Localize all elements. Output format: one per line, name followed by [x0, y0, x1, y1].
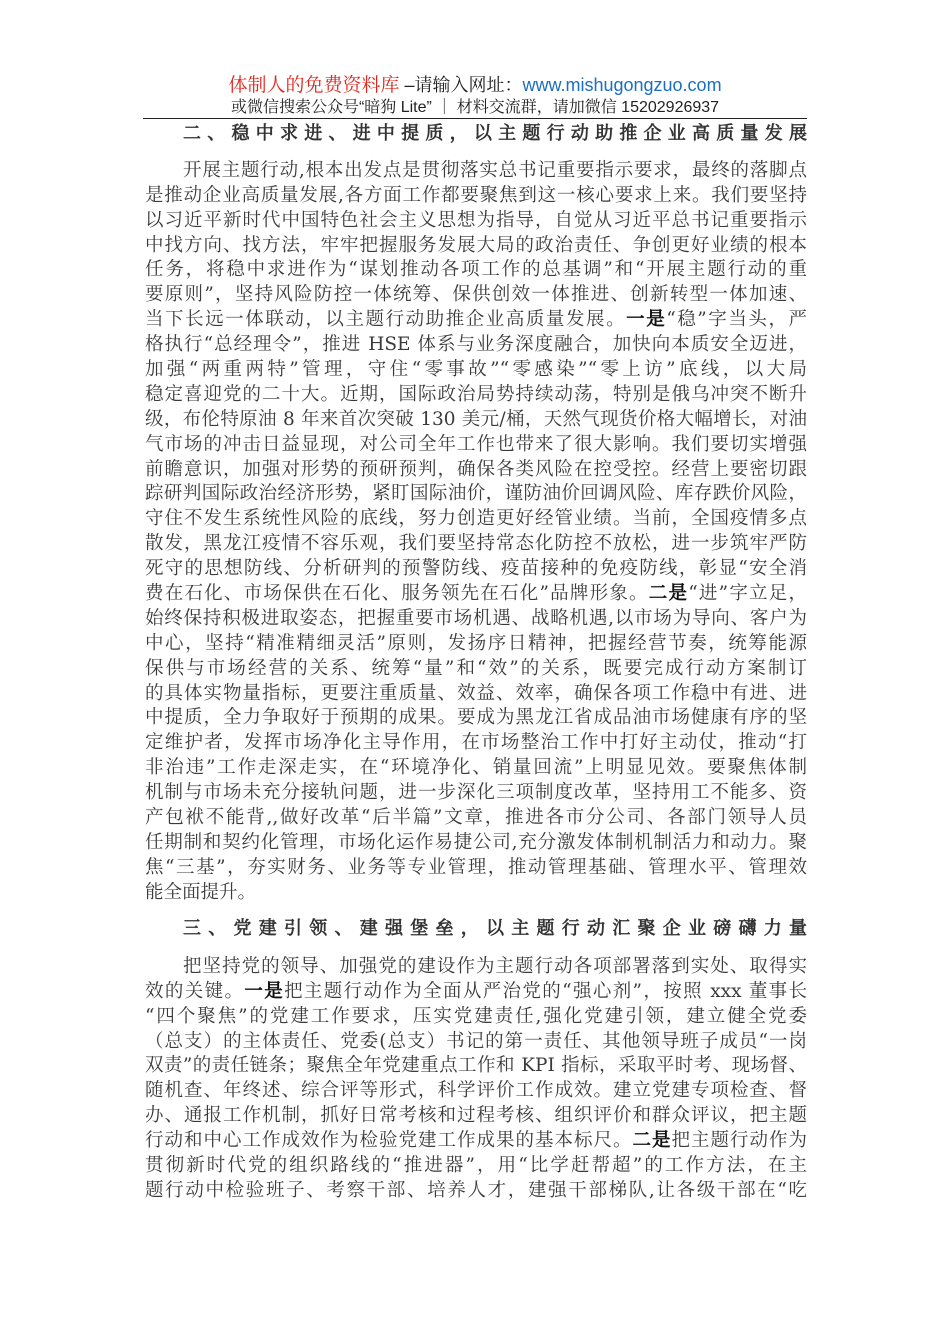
watermark-header-line1 — [0, 70, 950, 97]
text-line: 任务，将稳中求进作为“谋划推动各项工作的总基调”和“开展主题行动的重 — [145, 259, 807, 281]
text-line: 效的关键。一是把主题行动作为全面从严治党的“强心剂”，按照 xxx 董事长 — [145, 980, 807, 1002]
section-3 — [145, 917, 807, 1204]
text-line: 是推动企业高质量发展,各方面工作都要聚焦到这一核心要求上来。我们要坚持 — [145, 184, 807, 206]
text-line: （总支）的主体责任、党委(总支）书记的第一责任、其他领导班子成员“一岗 — [145, 1030, 807, 1052]
text-line: 产包袱不能背,,做好改革“后半篇”文章，推进各市分公司、各部门领导人员 — [145, 807, 807, 829]
section-heading: 三、党建引领、建强堡垒，以主题行动汇聚企业磅礴力量 — [183, 918, 807, 939]
watermark-header-line2: 或微信搜索公众号“暗狗 Lite” ｜ 材料交流群，请加微信 15202926937 — [230, 99, 720, 116]
text-line: 要原则”，坚持风险防控一体统筹、保供创效一体推进、创新转型一体加速、 — [145, 284, 807, 306]
section-heading: 二、稳中求进、进中提质，以主题行动助推企业高质量发展 — [183, 123, 807, 144]
text-line: 中提质，全力争取好于预期的成果。要成为黑龙江省成品油市场健康有序的坚 — [145, 707, 807, 729]
text-line: 踪研判国际政治经济形势，紧盯国际油价，谨防油价回调风险、库存跌价风险， — [145, 483, 807, 505]
text-line: 中找方向、找方法，牢牢把握服务发展大局的政治责任、争创更好业绩的根本 — [145, 234, 807, 256]
text-line: 中心，坚持“精准精细灵活”原则，发扬序日精神，把握经营节奏，统筹能源 — [145, 632, 807, 654]
text-line: 随机查、年终述、综合评等形式，科学评价工作成效。建立党建专项检查、督 — [145, 1080, 807, 1102]
text-line: 格执行“总经理令”，推进 HSE 体系与业务深度融合，加快向本质安全迈进， — [145, 334, 807, 356]
text-line: 以习近平新时代中国特色社会主义思想为指导，自觉从习近平总书记重要指示 — [145, 209, 807, 231]
text-line: 开展主题行动,根本出发点是贯彻落实总书记重要指示要求，最终的落脚点 — [183, 159, 807, 181]
text-line: 加强“两重两特”管理，守住“零事故”“零感染”“零上访”底线，以大局 — [145, 359, 807, 381]
text-line: 当下长远一体联动，以主题行动助推企业高质量发展。一是“稳”字当头，严 — [145, 309, 807, 331]
emphasis-marker: 一是 — [244, 980, 285, 1002]
url-prompt: –请输入网址： — [399, 75, 523, 95]
text-line: 始终保持积极进取姿态，把握重要市场机遇、战略机遇,以市场为导向、客户为 — [145, 607, 807, 629]
text-line: 任期制和契约化管理，市场化运作易捷公司,充分激发体制机制活力和动力。聚 — [145, 831, 807, 853]
text-line: 行动和中心工作成效作为检验党建工作成果的基本标尺。二是把主题行动作为 — [145, 1130, 807, 1152]
text-line: 前瞻意识，加强对形势的预研预判，确保各类风险在控受控。经营上要密切跟 — [145, 458, 807, 480]
text-line: 把坚持党的领导、加强党的建设作为主题行动各项部署落到实处、取得实 — [183, 955, 807, 977]
text-line: 机制与市场未充分接轨问题，进一步深化三项制度改革，坚持用工不能多、资 — [145, 782, 807, 804]
site-url-link[interactable]: www.mishugongzuo.com — [522, 75, 722, 95]
text-line: 的具体实物量指标，更要注重质量、效益、效率，确保各项工作稳中有进、进 — [145, 682, 807, 704]
text-line: 费在石化、市场保供在石化、服务领先在石化”品牌形象。二是“进”字立足， — [145, 583, 807, 605]
text-line: 双责”的责任链条；聚焦全年党建重点工作和 KPI 指标，采取平时考、现场督、 — [145, 1055, 807, 1077]
text-line: 定维护者，发挥市场净化主导作用，在市场整治工作中打好主动仗，推动“打 — [145, 732, 807, 754]
text-line: 级，布伦特原油 8 年来首次突破 130 美元/桶，天然气现货价格大幅增长，对油 — [145, 408, 807, 430]
text-line: 气市场的冲击日益显现，对公司全年工作也带来了很大影响。我们要切实增强 — [145, 433, 807, 455]
text-line: 稳定喜迎党的二十大。近期，国际政治局势持续动荡，特别是俄乌冲突不断升 — [145, 383, 807, 405]
text-line: 题行动中检验班子、考察干部、培养人才，建强干部梯队,让各级干部在“吃 — [145, 1179, 807, 1201]
text-line: “四个聚焦”的党建工作要求，压实党建责任,强化党建引领，建立健全党委 — [145, 1005, 807, 1027]
header-divider — [143, 118, 807, 119]
text-line: 能全面提升。 — [145, 881, 257, 903]
text-line: 死守的思想防线、分析研判的预警防线、疫苗接种的免疫防线，彰显“安全消 — [145, 558, 807, 580]
text-line: 守住不发生系统性风险的底线，努力创造更好经管业绩。当前，全国疫情多点 — [145, 508, 807, 530]
text-line: 保供与市场经营的关系、统筹“量”和“效”的关系，既要完成行动方案制订 — [145, 657, 807, 679]
emphasis-marker: 二是 — [648, 583, 689, 605]
section-paragraph — [145, 955, 807, 1204]
text-line: 贯彻新时代党的组织路线的“推进器”，用“比学赶帮超”的工作方法，在主 — [145, 1155, 807, 1177]
section-paragraph — [145, 159, 807, 906]
text-line: 办、通报工作机制，抓好日常考核和过程考核、组织评价和群众评议，把主题 — [145, 1105, 807, 1127]
text-line: 焦“三基”，夯实财务、业务等专业管理，推动管理基础、管理水平、管理效 — [145, 856, 807, 878]
site-name: 体制人的免费资料库 — [228, 75, 400, 96]
text-line: 非治违”工作走深走实，在“环境净化、销量回流”上明显见效。要聚焦体制 — [145, 757, 807, 779]
emphasis-marker: 一是 — [626, 309, 667, 331]
section-2 — [145, 122, 807, 906]
text-line: 散发，黑龙江疫情不容乐观，我们要坚持常态化防控不放松，进一步筑牢严防 — [145, 533, 807, 555]
emphasis-marker: 二是 — [632, 1130, 672, 1152]
